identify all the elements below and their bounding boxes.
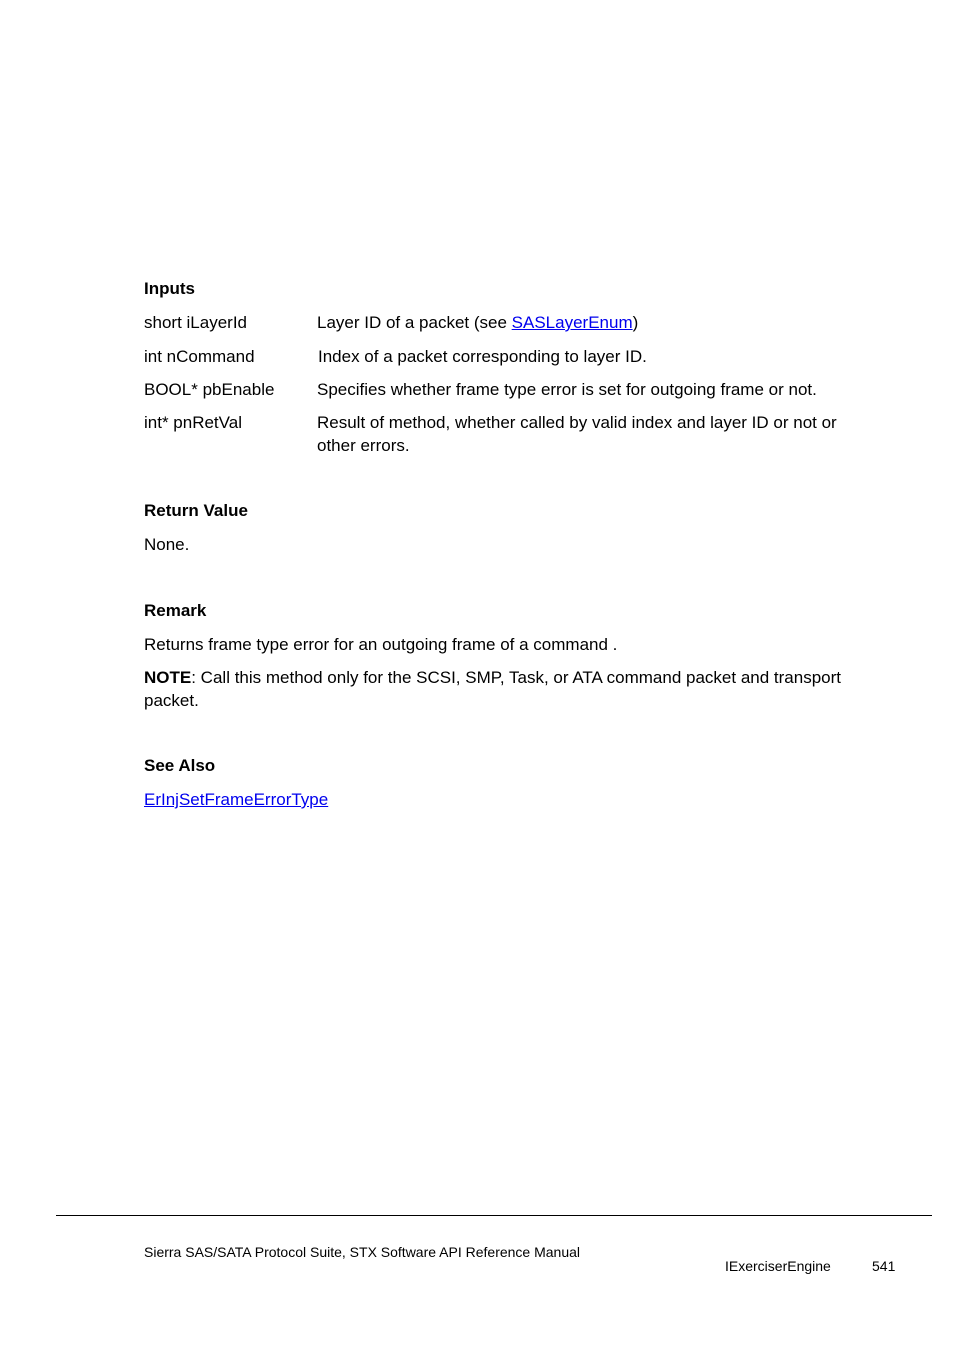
remark-text: Returns frame type error for an outgoing frame of a command . xyxy=(144,635,618,654)
param-name-pbenable: BOOL* pbEnable xyxy=(144,380,275,399)
param-desc-ilayerid xyxy=(317,311,877,334)
return-value-text: None. xyxy=(144,535,190,554)
param-name-pnretval: int* pnRetVal xyxy=(144,413,242,432)
param-name-ncommand: int nCommand xyxy=(144,347,255,366)
see-also-item xyxy=(144,788,328,811)
remark-note xyxy=(144,666,874,712)
see-also-heading: See Also xyxy=(144,756,216,775)
footer-divider xyxy=(56,1215,932,1216)
param-desc-pbenable: Specifies whether frame type error is set for outgoing frame or not. xyxy=(317,380,817,399)
footer-manual-title: Sierra SAS/SATA Protocol Suite, STX Software API Reference Manual xyxy=(144,1244,581,1260)
footer-section-name: IExerciserEngine xyxy=(725,1258,831,1274)
param-desc-prefix: Layer ID of a packet (see xyxy=(317,313,512,332)
param-desc-ncommand: Index of a packet corresponding to layer ID. xyxy=(318,347,647,366)
inputs-heading: Inputs xyxy=(144,279,195,298)
footer-page-number: 541 xyxy=(872,1258,896,1274)
saslayerenum-link[interactable]: SASLayerEnum xyxy=(511,313,633,332)
param-desc-suffix: ) xyxy=(632,313,639,332)
remark-heading: Remark xyxy=(144,601,207,620)
note-label: NOTE xyxy=(144,668,192,687)
erinjsetframeerrortype-link[interactable]: ErInjSetFrameErrorType xyxy=(144,790,329,809)
param-name-ilayerid: short iLayerId xyxy=(144,313,247,332)
param-desc-pnretval: Result of method, whether called by valid index and layer ID or not or other errors. xyxy=(317,413,837,455)
return-value-heading: Return Value xyxy=(144,501,248,520)
note-text: : Call this method only for the SCSI, SMP, Task, or ATA command packet and transport packet. xyxy=(144,668,842,710)
